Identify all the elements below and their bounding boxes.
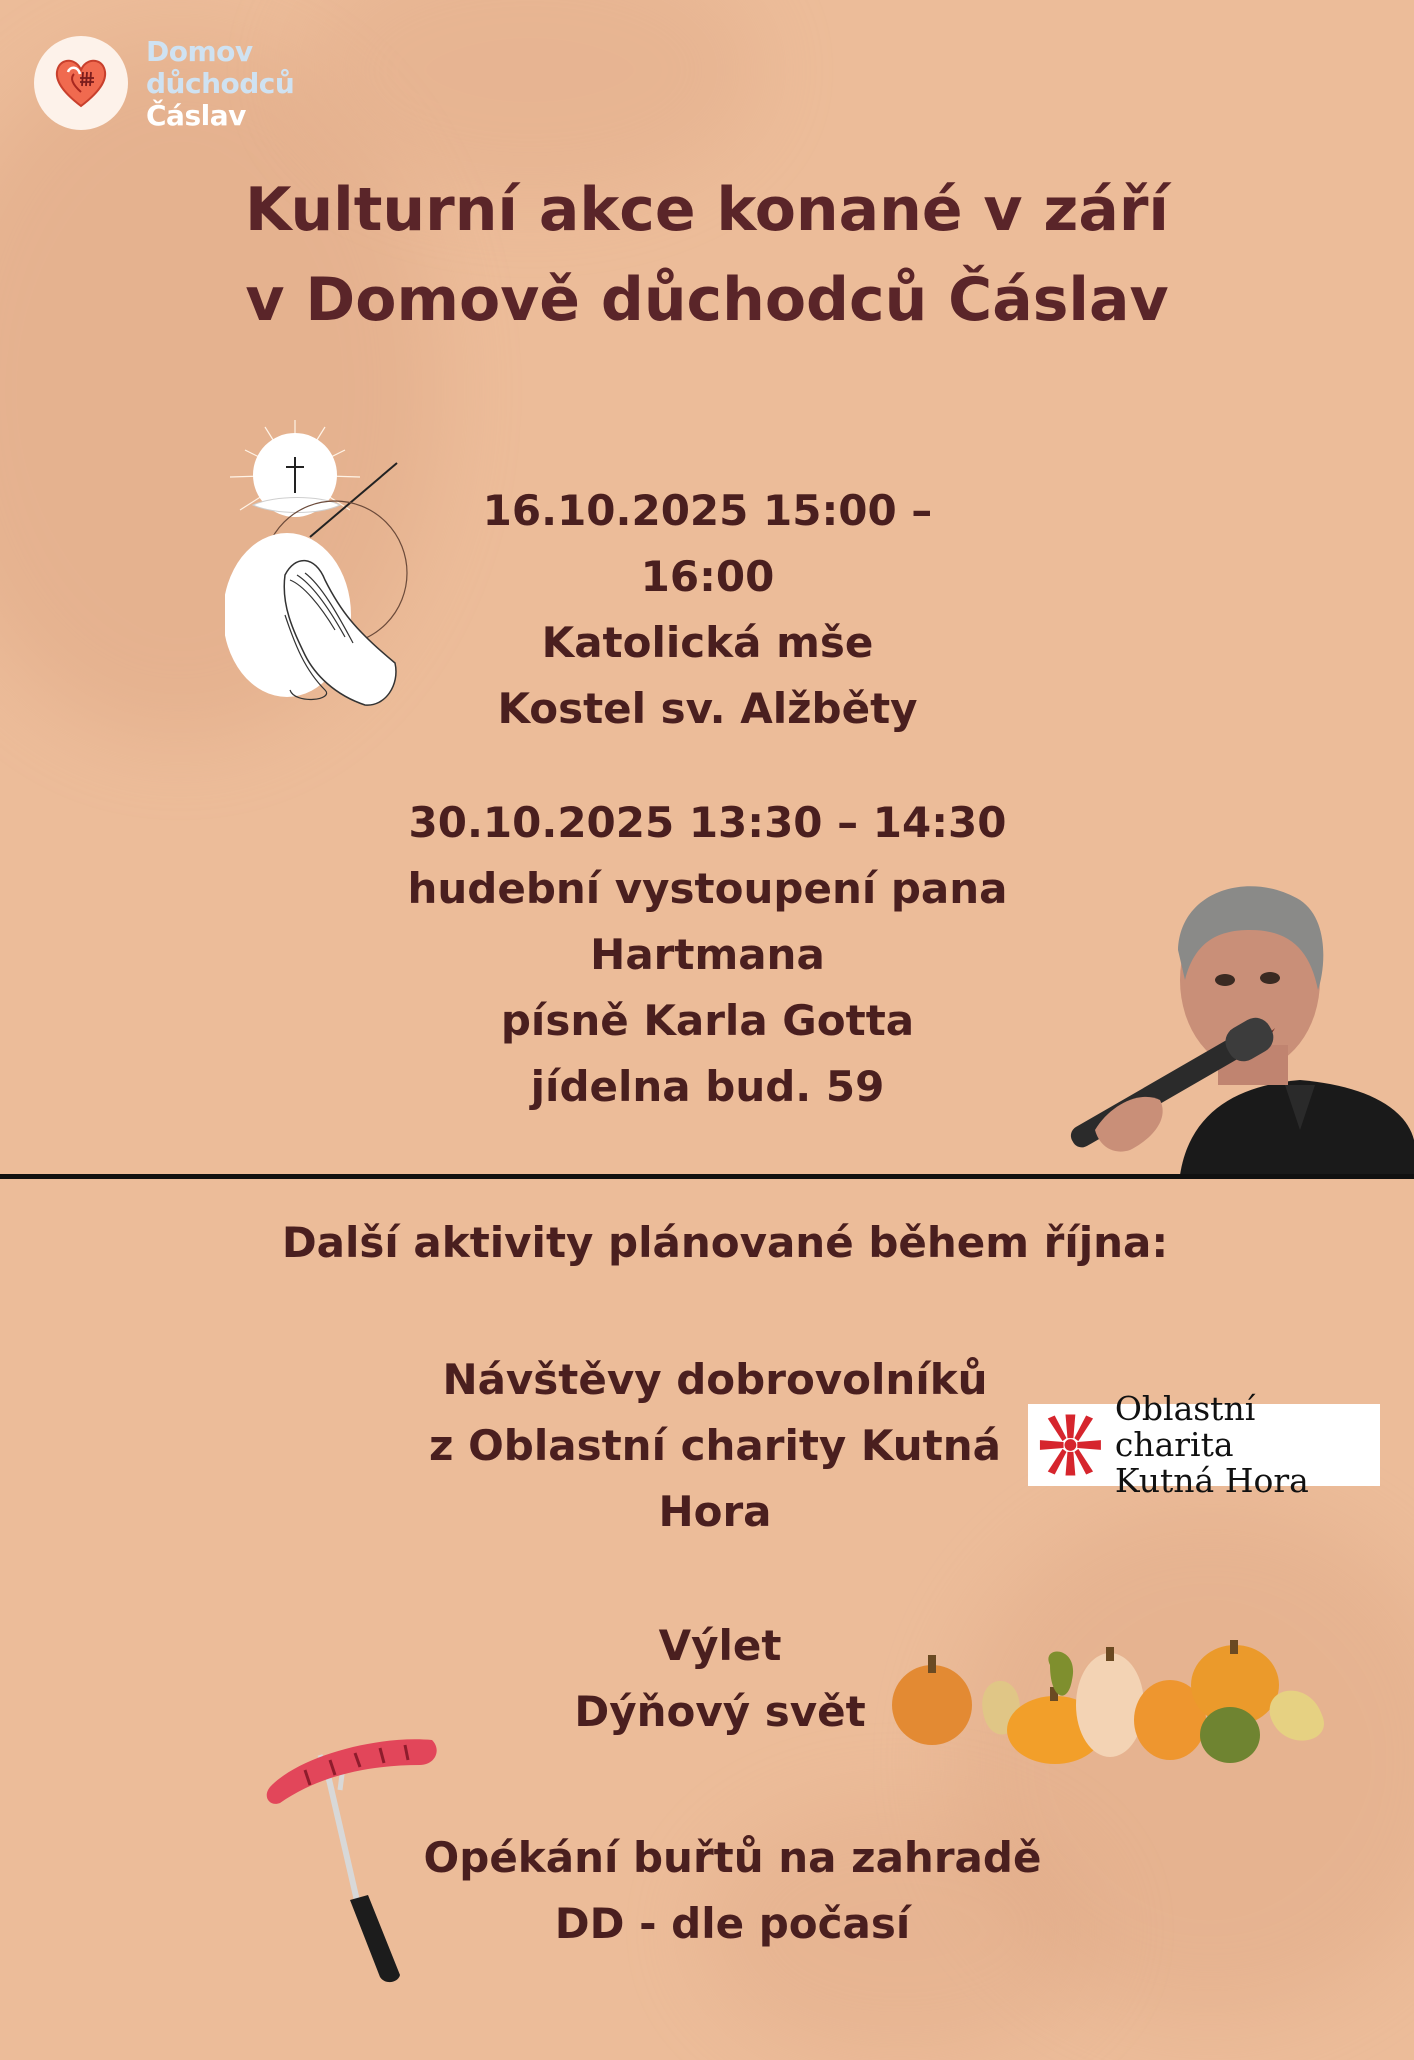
- activity-line: Návštěvy dobrovolníků: [442, 1355, 988, 1404]
- section-title-text: Další aktivity plánované během října:: [281, 1218, 1169, 1267]
- event-name: Hartmana: [590, 930, 825, 979]
- event-concert: [380, 790, 1035, 1120]
- activity-line: DD - dle počasí: [554, 1899, 911, 1948]
- charity-logo: [1028, 1389, 1380, 1500]
- activity-line: Hora: [658, 1487, 772, 1536]
- section-divider: [0, 1174, 1414, 1179]
- event-datetime: 30.10.2025 13:30 – 14:30: [408, 798, 1007, 847]
- singer-photo: [1020, 870, 1414, 1175]
- home-logo: [34, 36, 294, 136]
- praying-hands-icon: [225, 415, 415, 715]
- activity-barbecue: [400, 1825, 1065, 1957]
- activity-line: z Oblastní charity Kutná: [429, 1421, 1001, 1470]
- heart-icon: [34, 36, 128, 130]
- logo-line: Čáslav: [146, 99, 246, 132]
- event-datetime: 16.10.2025 15:00 – 16:00: [482, 486, 933, 601]
- event-place: Kostel sv. Alžběty: [497, 684, 918, 733]
- logo-line: Domov: [146, 35, 253, 68]
- activity-line: Opékání buřtů na zahradě: [423, 1833, 1042, 1882]
- charity-logo-line: Oblastní charita: [1114, 1389, 1256, 1464]
- page-title: [0, 165, 1414, 345]
- activity-line: Výlet: [658, 1621, 782, 1670]
- event-subtitle: písně Karla Gotta: [500, 996, 915, 1045]
- activity-volunteers: [420, 1347, 1010, 1545]
- charity-cross-icon: [1036, 1410, 1105, 1480]
- event-name: Katolická mše: [541, 618, 874, 667]
- logo-text: [146, 36, 294, 132]
- charity-logo-line: Kutná Hora: [1114, 1461, 1309, 1500]
- page-title-line: Kulturní akce konané v září: [245, 175, 1169, 245]
- charity-logo-text: [1115, 1391, 1380, 1499]
- pumpkins-illustration: [890, 1635, 1340, 1765]
- page-title-line: v Domově důchodců Čáslav: [245, 265, 1169, 335]
- event-mass: [420, 478, 995, 742]
- section-title: [0, 1210, 1414, 1276]
- activity-line: Dýňový svět: [574, 1687, 866, 1736]
- logo-line: důchodců: [146, 67, 295, 100]
- event-name: hudební vystoupení pana: [407, 864, 1008, 913]
- activity-trip: [540, 1613, 900, 1745]
- sausage-on-fork-icon: [260, 1715, 450, 1985]
- event-place: jídelna bud. 59: [530, 1062, 885, 1111]
